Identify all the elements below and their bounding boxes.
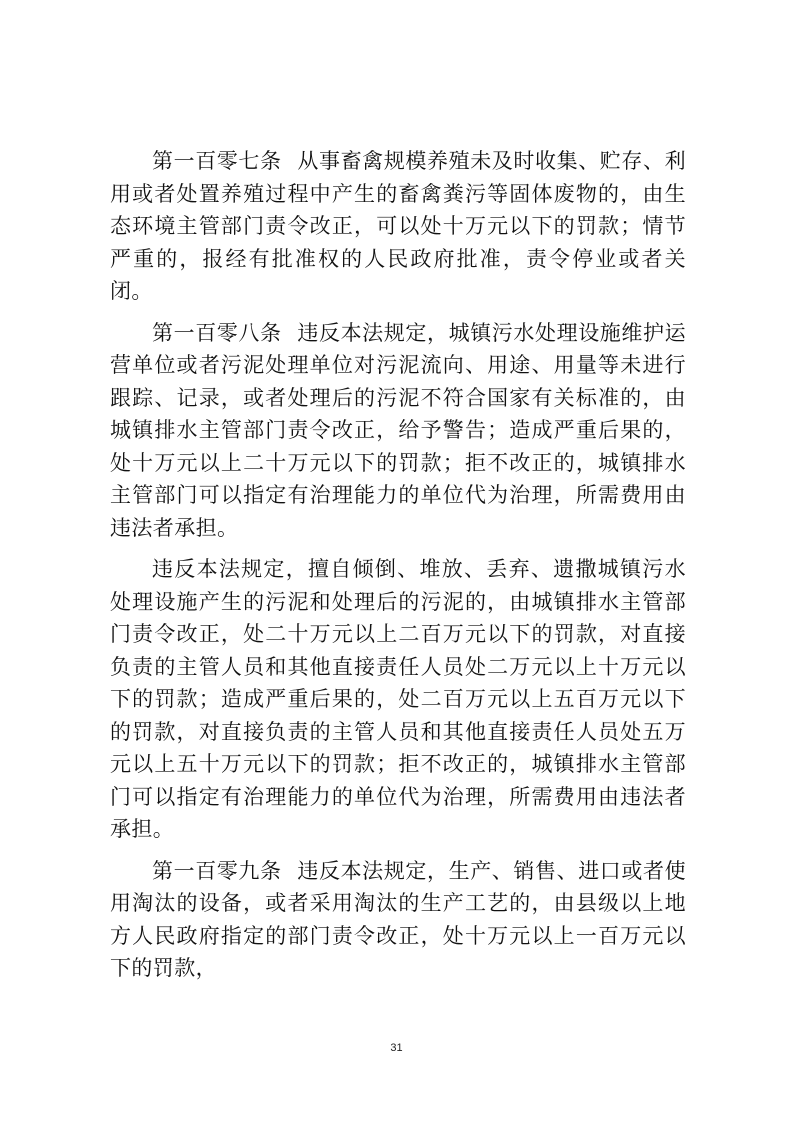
paragraph-article-109 <box>110 855 686 985</box>
article-number: 第一百零八条 <box>152 320 282 345</box>
article-number: 第一百零九条 <box>152 858 282 883</box>
paragraph-article-108-clause-2 <box>110 553 686 846</box>
article-number: 第一百零七条 <box>152 149 282 173</box>
paragraph-text: 违反本法规定，擅自倾倒、堆放、丢弃、遗撒城镇污水处理设施产生的污泥和处理后的污泥的，由城镇排水主管部门责令改正，处二十万元以上二百万元以下的罚款，对直接负责的主管人员和其他直接责任人员处二万元以上十万元以下的罚款；造成严重后果的，处二百万元以上五百万元以下的罚款，对直接负责的主管人员和其他直接责任人员处五万元以上五十万元以下的罚款；拒不改正的，城镇排水主管部门可以指定有治理能力的单位代为治理，所需费用由违法者承担。 <box>110 557 686 841</box>
paragraph-article-107 <box>110 145 686 308</box>
paragraph-text: 违反本法规定，生产、销售、进口或者使用淘汰的设备，或者采用淘汰的生产工艺的，由县级以上地方人民政府指定的部门责令改正，处十万元以上一百万元以下的罚款， <box>110 858 687 980</box>
document-body <box>110 145 686 985</box>
paragraph-text: 违反本法规定，城镇污水处理设施维护运营单位或者污泥处理单位对污泥流向、用途、用量等未进行跟踪、记录，或者处理后的污泥不符合国家有关标准的，由城镇排水主管部门责令改正，给予警告；造成严重后果的，处十万元以上二十万元以下的罚款；拒不改正的，城镇排水主管部门可以指定有治理能力的单位代为治理，所需费用由违法者承担。 <box>110 320 687 540</box>
page-number: 31 <box>390 1042 403 1054</box>
paragraph-text: 从事畜禽规模养殖未及时收集、贮存、利用或者处置养殖过程中产生的畜禽粪污等固体废物的，由生态环境主管部门责令改正，可以处十万元以下的罚款；情节严重的，报经有批准权的人民政府批准，责令停业或者关闭。 <box>110 149 687 303</box>
paragraph-article-108 <box>110 317 686 545</box>
